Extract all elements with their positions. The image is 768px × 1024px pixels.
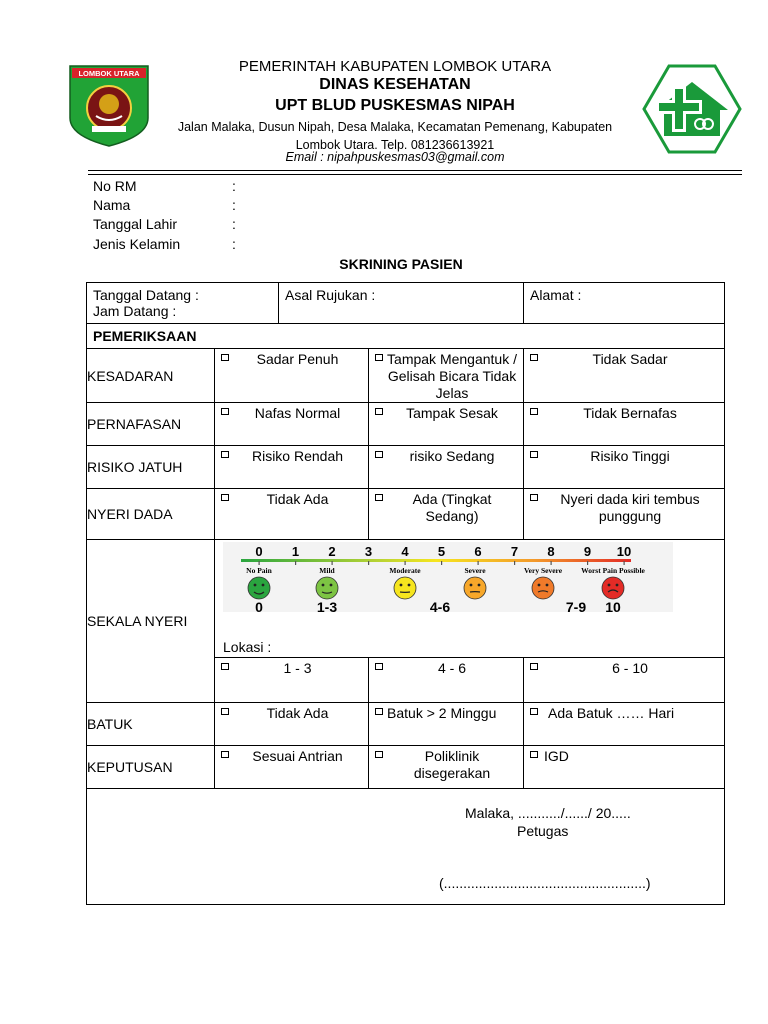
patient-info-no-rm — [93, 178, 137, 194]
option-poliklinik-disegerakan[interactable]: Poliklinik disegerakan — [369, 746, 524, 789]
row-kesadaran — [87, 349, 725, 403]
option-batuk-2-minggu[interactable]: Batuk > 2 Minggu — [369, 703, 524, 746]
alamat-cell[interactable] — [524, 283, 725, 324]
scale-number: 1 — [291, 544, 300, 559]
checkbox-icon[interactable] — [221, 494, 229, 501]
option-sesuai-antrian[interactable]: Sesuai Antrian — [215, 746, 369, 789]
asal-rujukan-label: Asal Rujukan : — [285, 287, 376, 303]
svg-text:LOMBOK UTARA: LOMBOK UTARA — [78, 69, 140, 78]
checkbox-icon[interactable] — [375, 751, 383, 758]
scale-number: 9 — [583, 544, 592, 559]
header-line-3: UPT BLUD PUSKESMAS NIPAH — [275, 97, 515, 114]
header-email: Email : nipahpuskesmas03@gmail.com — [285, 150, 505, 164]
pemeriksaan-header: PEMERIKSAAN — [87, 324, 725, 349]
face-eye — [608, 584, 611, 587]
scale-tick — [332, 561, 333, 565]
checkbox-icon[interactable] — [530, 451, 538, 458]
face-label: Mild — [319, 566, 335, 575]
option-tidak-ada-nyeri[interactable]: Tidak Ada — [215, 489, 369, 540]
checkbox-icon[interactable] — [375, 708, 383, 715]
form-title: SKRINING PASIEN — [339, 256, 463, 272]
face-range: 0 — [255, 599, 263, 615]
row-sekala-nyeri-image — [87, 540, 725, 658]
puskesmas-logo — [642, 64, 742, 154]
face-label: Worst Pain Possible — [581, 566, 645, 575]
scale-tick — [478, 561, 479, 565]
face-range: 10 — [605, 599, 621, 615]
scale-tick — [624, 561, 625, 565]
label-keputusan: KEPUTUSAN — [87, 746, 215, 789]
option-risiko-rendah[interactable]: Risiko Rendah — [215, 446, 369, 489]
scale-number: 8 — [547, 544, 555, 559]
header-rule-thick — [88, 170, 742, 171]
face-eye — [546, 584, 549, 587]
patient-info-nama: Nama — [93, 197, 131, 213]
sep-no-rm: : — [232, 178, 236, 194]
checkbox-icon[interactable] — [375, 408, 383, 415]
row-nyeri-dada — [87, 489, 725, 540]
label-batuk: BATUK — [87, 703, 215, 746]
patient-info-tanggal-lahir: Tanggal Lahir — [93, 216, 178, 232]
row-pernafasan — [87, 403, 725, 446]
checkbox-icon[interactable] — [221, 708, 229, 715]
option-scale-4-6[interactable]: 4 - 6 — [369, 658, 524, 703]
face-range: 4-6 — [429, 599, 451, 615]
scale-tick — [551, 561, 552, 565]
alamat-label: Alamat : — [530, 287, 582, 303]
checkbox-icon[interactable] — [375, 494, 383, 501]
scale-tick — [514, 561, 515, 565]
face-eye — [322, 584, 325, 587]
pain-scale-chart — [223, 542, 683, 642]
signature-cell — [87, 789, 725, 905]
face-label: Moderate — [389, 566, 421, 575]
pain-scale-cell — [215, 540, 725, 658]
label-nyeri-dada: NYERI DADA — [87, 489, 215, 540]
header-line-1: PEMERINTAH KABUPATEN LOMBOK UTARA — [238, 58, 552, 75]
checkbox-icon[interactable] — [530, 494, 538, 501]
checkbox-icon[interactable] — [530, 708, 538, 715]
option-scale-6-10[interactable]: 6 - 10 — [524, 658, 725, 703]
option-ada-batuk-hari[interactable]: Ada Batuk …… Hari — [524, 703, 725, 746]
face-eye — [408, 584, 411, 587]
scale-number: 0 — [255, 544, 263, 559]
face-label: Severe — [464, 566, 486, 575]
option-scale-1-3[interactable]: 1 - 3 — [215, 658, 369, 703]
label-pernafasan: PERNAFASAN — [87, 403, 215, 446]
checkbox-icon[interactable] — [375, 663, 383, 670]
checkbox-icon[interactable] — [221, 663, 229, 670]
signature-role: Petugas — [517, 823, 569, 839]
pain-face-icon — [602, 577, 624, 599]
face-eye — [538, 584, 541, 587]
option-sadar-penuh[interactable]: Sadar Penuh — [215, 349, 369, 403]
option-nyeri-dada-kiri[interactable]: Nyeri dada kiri tembus punggung — [524, 489, 725, 540]
section-header-row — [87, 324, 725, 349]
face-eye — [330, 584, 333, 587]
scale-number: 5 — [437, 544, 446, 559]
option-risiko-sedang[interactable]: risiko Sedang — [369, 446, 524, 489]
checkbox-icon[interactable] — [530, 354, 538, 361]
lombok-utara-logo — [66, 64, 152, 148]
option-nafas-normal[interactable]: Nafas Normal — [215, 403, 369, 446]
scale-tick — [587, 561, 588, 565]
address-line-2: Lombok Utara. Telp. 081236613921 — [295, 138, 495, 152]
option-ada-tingkat-sedang[interactable]: Ada (Tingkat Sedang) — [369, 489, 524, 540]
screening-table — [86, 282, 725, 905]
checkbox-icon[interactable] — [530, 408, 538, 415]
scale-number: 3 — [364, 544, 373, 559]
pain-face-icon — [316, 577, 338, 599]
lokasi-label: Lokasi : — [223, 639, 272, 655]
patient-info-jenis-kelamin: Jenis Kelamin — [93, 236, 181, 252]
scale-number: 7 — [510, 544, 519, 559]
checkbox-icon[interactable] — [221, 751, 229, 758]
header-line-2: DINAS KESEHATAN — [319, 76, 471, 93]
checkbox-icon[interactable] — [375, 451, 383, 458]
option-igd[interactable]: IGD — [524, 746, 725, 789]
sep-jenis-kelamin: : — [232, 236, 236, 252]
row-keputusan — [87, 746, 725, 789]
option-tampak-mengantuk[interactable]: Tampak Mengantuk / Gelisah Bicara Tidak Jelas — [369, 349, 524, 403]
scale-tick — [259, 561, 260, 565]
face-eye — [262, 584, 265, 587]
option-tidak-bernafas[interactable]: Tidak Bernafas — [524, 403, 725, 446]
address-line-1: Jalan Malaka, Dusun Nipah, Desa Malaka, Kecamatan Pemenang, Kabupaten — [177, 120, 613, 134]
signature-place-date: Malaka, .........../....../ 20..... — [465, 805, 631, 821]
scale-tick — [368, 561, 369, 565]
row-signature — [87, 789, 725, 905]
face-label: Very Severe — [523, 566, 563, 575]
scale-tick — [441, 561, 442, 565]
row-batuk — [87, 703, 725, 746]
checkbox-icon[interactable] — [221, 408, 229, 415]
option-tampak-sesak[interactable]: Tampak Sesak — [369, 403, 524, 446]
label-sekala-nyeri: SEKALA NYERI — [87, 540, 215, 703]
face-eye — [478, 584, 481, 587]
pain-face-icon — [394, 577, 416, 599]
face-eye — [400, 584, 403, 587]
sep-tanggal-lahir: : — [232, 216, 236, 232]
option-risiko-tinggi[interactable]: Risiko Tinggi — [524, 446, 725, 489]
face-range: 1-3 — [316, 599, 338, 615]
jam-datang-label: Jam Datang : — [93, 303, 177, 319]
scale-tick — [295, 561, 296, 565]
option-batuk-tidak-ada[interactable]: Tidak Ada — [215, 703, 369, 746]
label-kesadaran: KESADARAN — [87, 349, 215, 403]
scale-number: 4 — [401, 544, 409, 559]
scale-number: 10 — [616, 544, 632, 559]
asal-rujukan-cell[interactable] — [279, 283, 524, 324]
face-eye — [254, 584, 257, 587]
face-eye — [616, 584, 619, 587]
scale-number: 2 — [328, 544, 336, 559]
tanggal-datang-label: Tanggal Datang : — [93, 287, 199, 303]
scale-tick — [405, 561, 406, 565]
option-tidak-sadar[interactable]: Tidak Sadar — [524, 349, 725, 403]
pain-face-icon — [464, 577, 486, 599]
checkbox-icon[interactable] — [375, 354, 383, 361]
face-label: No Pain — [246, 566, 272, 575]
label-risiko-jatuh: RISIKO JATUH — [87, 446, 215, 489]
signature-line: (....................................................) — [439, 875, 651, 891]
label-no-rm: No RM — [93, 178, 137, 194]
face-eye — [470, 584, 473, 587]
checkbox-icon[interactable] — [221, 451, 229, 458]
pain-face-icon — [248, 577, 270, 599]
scale-number: 6 — [474, 544, 482, 559]
top-row — [87, 283, 725, 324]
checkbox-icon[interactable] — [530, 751, 538, 758]
header-address — [170, 118, 620, 154]
pain-face-icon — [532, 577, 554, 599]
row-risiko-jatuh — [87, 446, 725, 489]
sep-nama: : — [232, 197, 236, 213]
checkbox-icon[interactable] — [221, 354, 229, 361]
header-rule-thin — [88, 174, 742, 175]
face-range: 7-9 — [565, 599, 587, 615]
tanggal-jam-cell[interactable] — [87, 283, 279, 324]
checkbox-icon[interactable] — [530, 663, 538, 670]
